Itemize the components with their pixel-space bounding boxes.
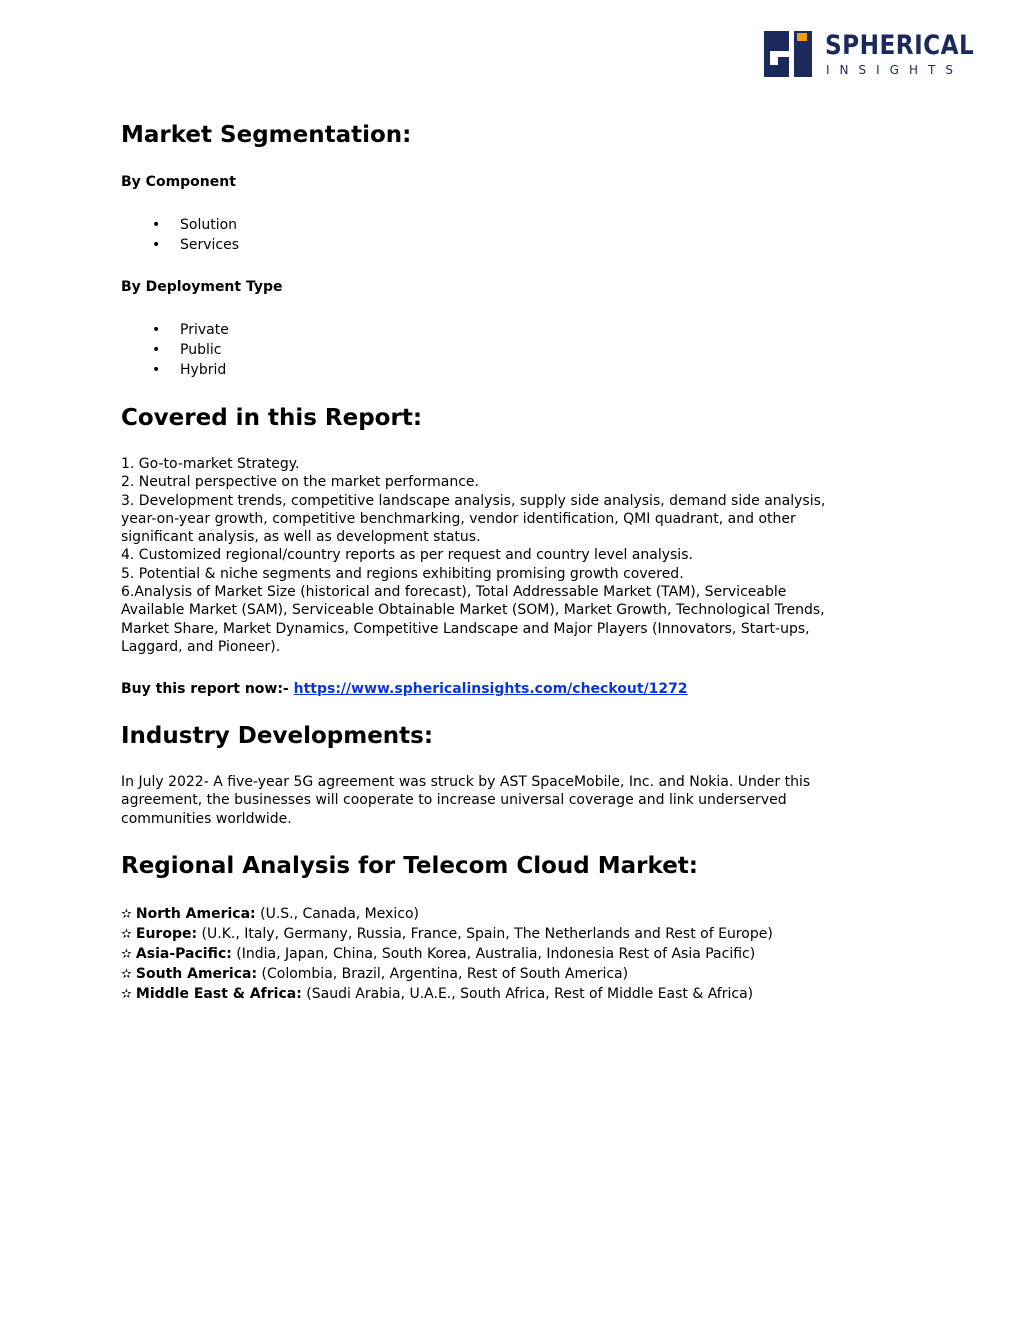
covered-line: significant analysis, as well as development status. xyxy=(121,529,481,546)
industry-line: agreement, the businesses will cooperate to increase universal coverage and link underserved xyxy=(121,792,787,809)
star-icon: ✫ xyxy=(121,967,132,982)
market-segmentation-heading: Market Segmentation: xyxy=(121,122,412,148)
component-list xyxy=(121,215,239,255)
spherical-insights-logo xyxy=(764,31,976,79)
covered-line: Available Market (SAM), Serviceable Obtainable Market (SOM), Market Growth, Technological Trends, xyxy=(121,602,825,619)
list-item: • Solution xyxy=(121,215,239,235)
buy-report-line xyxy=(121,680,688,698)
covered-line: 3. Development trends, competitive landscape analysis, supply side analysis, demand side analysis, xyxy=(121,492,826,509)
region-item xyxy=(121,984,773,1004)
regional-analysis-heading: Regional Analysis for Telecom Cloud Market: xyxy=(121,853,698,879)
industry-developments-heading: Industry Developments: xyxy=(121,723,434,749)
region-item xyxy=(121,944,773,964)
list-item: • Hybrid xyxy=(121,360,229,380)
list-item: • Private xyxy=(121,320,229,340)
region-countries: (Saudi Arabia, U.A.E., South Africa, Rest of Middle East & Africa) xyxy=(301,986,754,1002)
covered-line: 2. Neutral perspective on the market performance. xyxy=(121,474,479,491)
star-icon: ✫ xyxy=(121,907,132,922)
industry-developments-paragraph xyxy=(121,773,901,828)
region-countries: (Colombia, Brazil, Argentina, Rest of South America) xyxy=(257,966,629,982)
region-countries: (U.S., Canada, Mexico) xyxy=(255,906,420,922)
region-name: Asia-Pacific: xyxy=(135,946,232,962)
covered-line: year-on-year growth, competitive benchmarking, vendor identification, QMI quadrant, and other xyxy=(121,510,796,527)
buy-report-label: Buy this report now:- xyxy=(121,681,294,697)
star-icon: ✫ xyxy=(121,987,132,1002)
region-name: North America: xyxy=(135,906,256,922)
industry-line: communities worldwide. xyxy=(121,810,292,827)
star-icon: ✫ xyxy=(121,947,132,962)
regional-list xyxy=(121,904,773,1004)
region-item xyxy=(121,924,773,944)
region-item xyxy=(121,964,773,984)
deployment-type-list xyxy=(121,320,229,380)
region-countries: (India, Japan, China, South Korea, Australia, Indonesia Rest of Asia Pacific) xyxy=(231,946,756,962)
logo-subword: INSIGHTS xyxy=(826,63,963,77)
covered-line: 1. Go-to-market Strategy. xyxy=(121,456,300,472)
covered-line: Laggard, and Pioneer). xyxy=(121,638,281,655)
region-name: Europe: xyxy=(135,926,198,942)
region-countries: (U.K., Italy, Germany, Russia, France, Spain, The Netherlands and Rest of Europe) xyxy=(197,926,773,942)
region-name: South America: xyxy=(135,966,258,982)
industry-line: In July 2022- A five-year 5G agreement was struck by AST SpaceMobile, Inc. and Nokia. Under this xyxy=(121,774,811,790)
list-item: • Public xyxy=(121,340,229,360)
region-name: Middle East & Africa: xyxy=(135,986,302,1002)
covered-in-report-heading: Covered in this Report: xyxy=(121,405,423,431)
checkout-link[interactable]: https://www.sphericalinsights.com/checkout/1272 xyxy=(293,681,688,697)
list-item: • Services xyxy=(121,235,239,255)
by-component-subheading: By Component xyxy=(121,174,236,190)
by-deployment-type-subheading: By Deployment Type xyxy=(121,279,283,295)
star-icon: ✫ xyxy=(121,927,132,942)
covered-line: 6.Analysis of Market Size (historical and forecast), Total Addressable Market (TAM), Serviceable xyxy=(121,584,787,601)
covered-list xyxy=(121,455,901,656)
covered-line: Market Share, Market Dynamics, Competitive Landscape and Major Players (Innovators, Start-ups, xyxy=(121,620,810,637)
logo-mark-icon xyxy=(764,31,812,77)
logo-wordmark: SPHERICAL xyxy=(825,30,975,61)
covered-line: 4. Customized regional/country reports as per request and country level analysis. xyxy=(121,547,693,564)
region-item xyxy=(121,904,773,924)
covered-line: 5. Potential & niche segments and regions exhibiting promising growth covered. xyxy=(121,565,684,582)
